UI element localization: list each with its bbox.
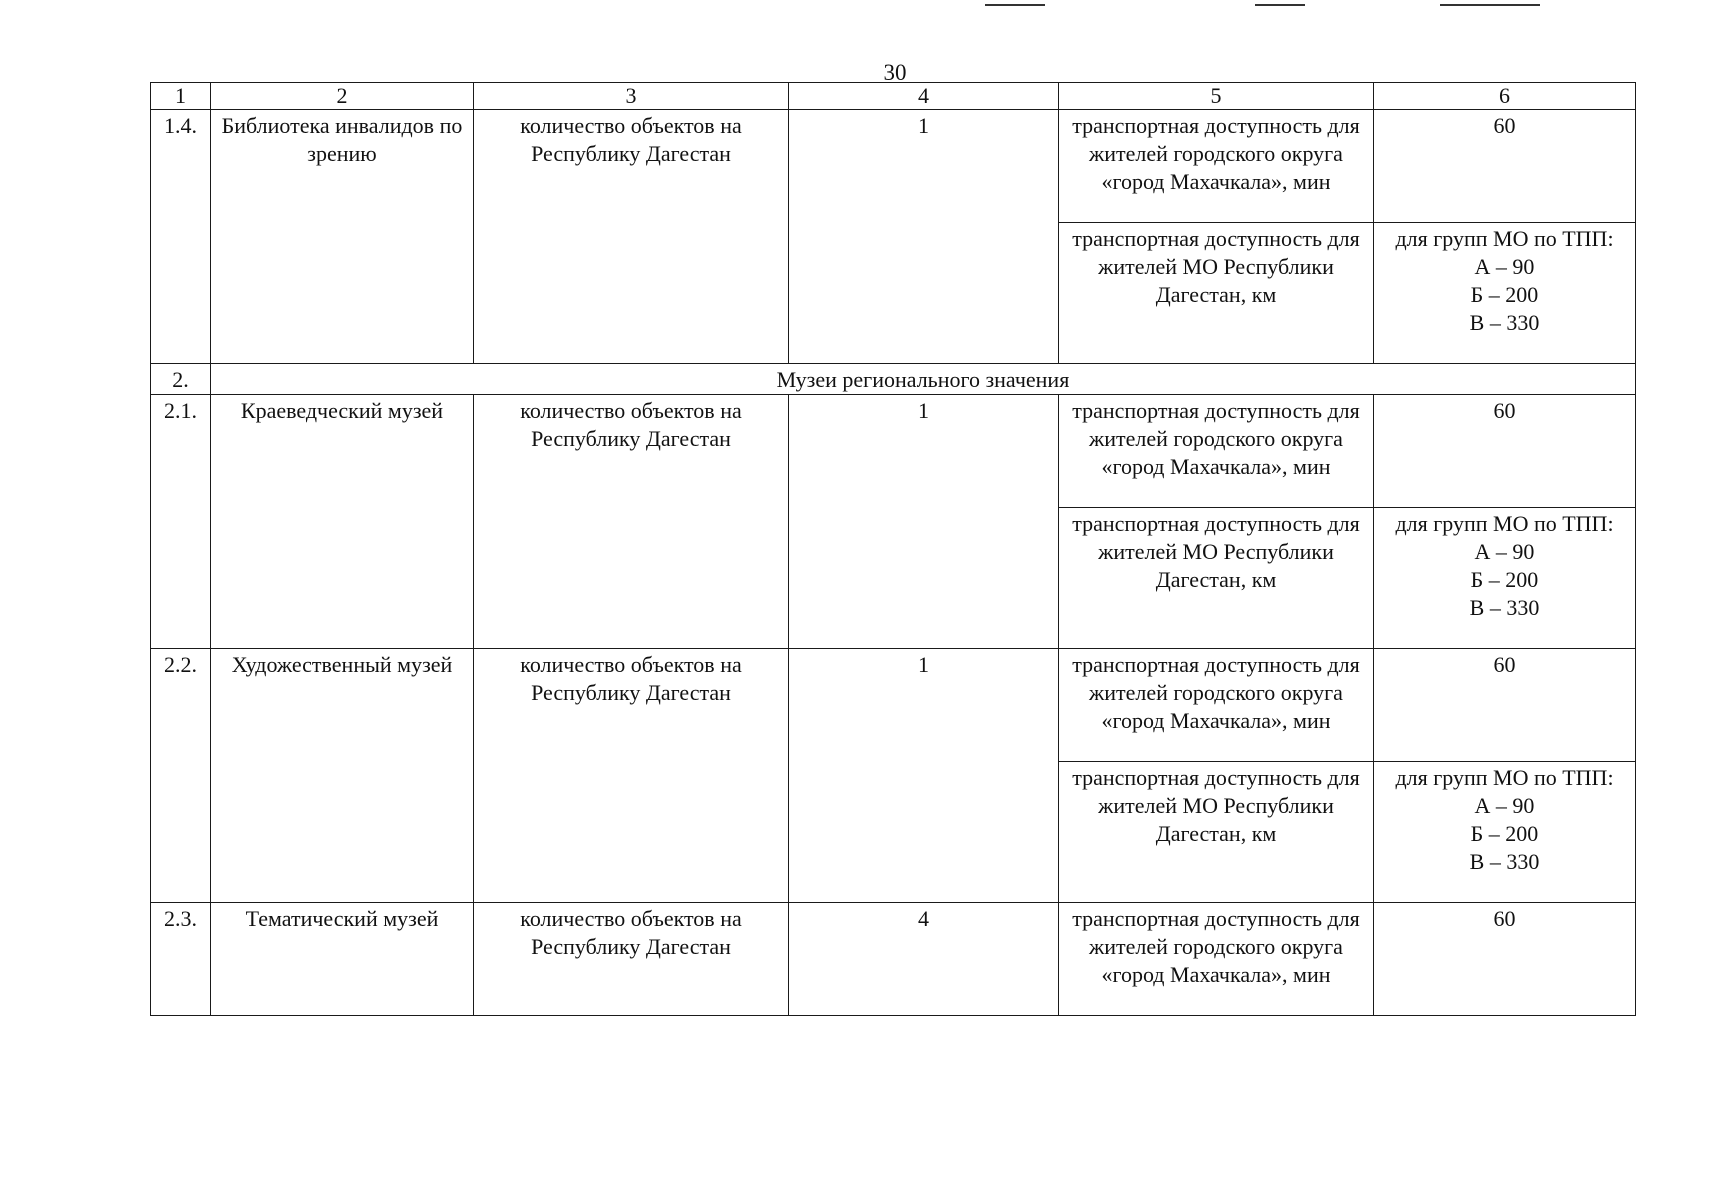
limit-line: 60	[1493, 652, 1516, 677]
criterion: транспортная доступность для жителей городского округа «город Махачкала», мин	[1059, 395, 1374, 508]
criterion-limit	[1374, 395, 1636, 508]
limit-line: 60	[1493, 398, 1516, 423]
column-number: 4	[789, 83, 1059, 110]
scan-mark	[1440, 4, 1540, 6]
column-number: 6	[1374, 83, 1636, 110]
indicator: количество объектов на Республику Дагестан	[474, 110, 789, 364]
row-number: 2.	[151, 364, 211, 395]
norm-value: 1	[789, 395, 1059, 649]
criterion-limit	[1374, 508, 1636, 649]
indicator: количество объектов на Республику Дагестан	[474, 395, 789, 649]
limit-line: 60	[1493, 113, 1516, 138]
limit-line: В – 330	[1469, 849, 1540, 874]
column-number-row	[151, 83, 1636, 110]
indicator: количество объектов на Республику Дагестан	[474, 903, 789, 1016]
row-number: 2.2.	[151, 649, 211, 903]
limit-line: В – 330	[1469, 310, 1540, 335]
criterion-limit	[1374, 110, 1636, 223]
limit-line: Б – 200	[1470, 821, 1539, 846]
column-number: 1	[151, 83, 211, 110]
table-row	[151, 903, 1636, 1016]
table-body	[151, 83, 1636, 1016]
limit-line: А – 90	[1474, 254, 1535, 279]
criterion: транспортная доступность для жителей городского округа «город Махачкала», мин	[1059, 903, 1374, 1016]
table-row	[151, 649, 1636, 762]
column-number: 5	[1059, 83, 1374, 110]
limit-line: для групп МО по ТПП:	[1395, 226, 1614, 251]
row-number: 2.3.	[151, 903, 211, 1016]
column-number: 2	[211, 83, 474, 110]
page-number: 30	[883, 60, 907, 85]
criterion: транспортная доступность для жителей городского округа «город Махачкала», мин	[1059, 649, 1374, 762]
criterion-limit	[1374, 649, 1636, 762]
limit-line: 60	[1493, 906, 1516, 931]
object-name: Краеведческий музей	[211, 395, 474, 649]
column-number: 3	[474, 83, 789, 110]
criterion: транспортная доступность для жителей МО Республики Дагестан, км	[1059, 762, 1374, 903]
criterion: транспортная доступность для жителей МО Республики Дагестан, км	[1059, 223, 1374, 364]
norm-value: 4	[789, 903, 1059, 1016]
object-name: Тематический музей	[211, 903, 474, 1016]
section-title: Музеи регионального значения	[211, 364, 1636, 395]
limit-line: Б – 200	[1470, 567, 1539, 592]
row-number: 1.4.	[151, 110, 211, 364]
limit-line: Б – 200	[1470, 282, 1539, 307]
limit-line: для групп МО по ТПП:	[1395, 765, 1614, 790]
limit-line: для групп МО по ТПП:	[1395, 511, 1614, 536]
criterion: транспортная доступность для жителей городского округа «город Махачкала», мин	[1059, 110, 1374, 223]
table-row	[151, 395, 1636, 508]
criterion-limit	[1374, 762, 1636, 903]
table-row	[151, 110, 1636, 223]
object-name: Художественный музей	[211, 649, 474, 903]
limit-line: А – 90	[1474, 539, 1535, 564]
limit-line: А – 90	[1474, 793, 1535, 818]
section-row	[151, 364, 1636, 395]
norm-value: 1	[789, 649, 1059, 903]
scan-mark	[985, 4, 1045, 6]
norm-value: 1	[789, 110, 1059, 364]
criterion-limit	[1374, 903, 1636, 1016]
indicator: количество объектов на Республику Дагестан	[474, 649, 789, 903]
criterion: транспортная доступность для жителей МО Республики Дагестан, км	[1059, 508, 1374, 649]
limit-line: В – 330	[1469, 595, 1540, 620]
criterion-limit	[1374, 223, 1636, 364]
scan-mark	[1255, 4, 1305, 6]
object-name: Библиотека инвалидов по зрению	[211, 110, 474, 364]
row-number: 2.1.	[151, 395, 211, 649]
norms-table	[150, 82, 1636, 1016]
